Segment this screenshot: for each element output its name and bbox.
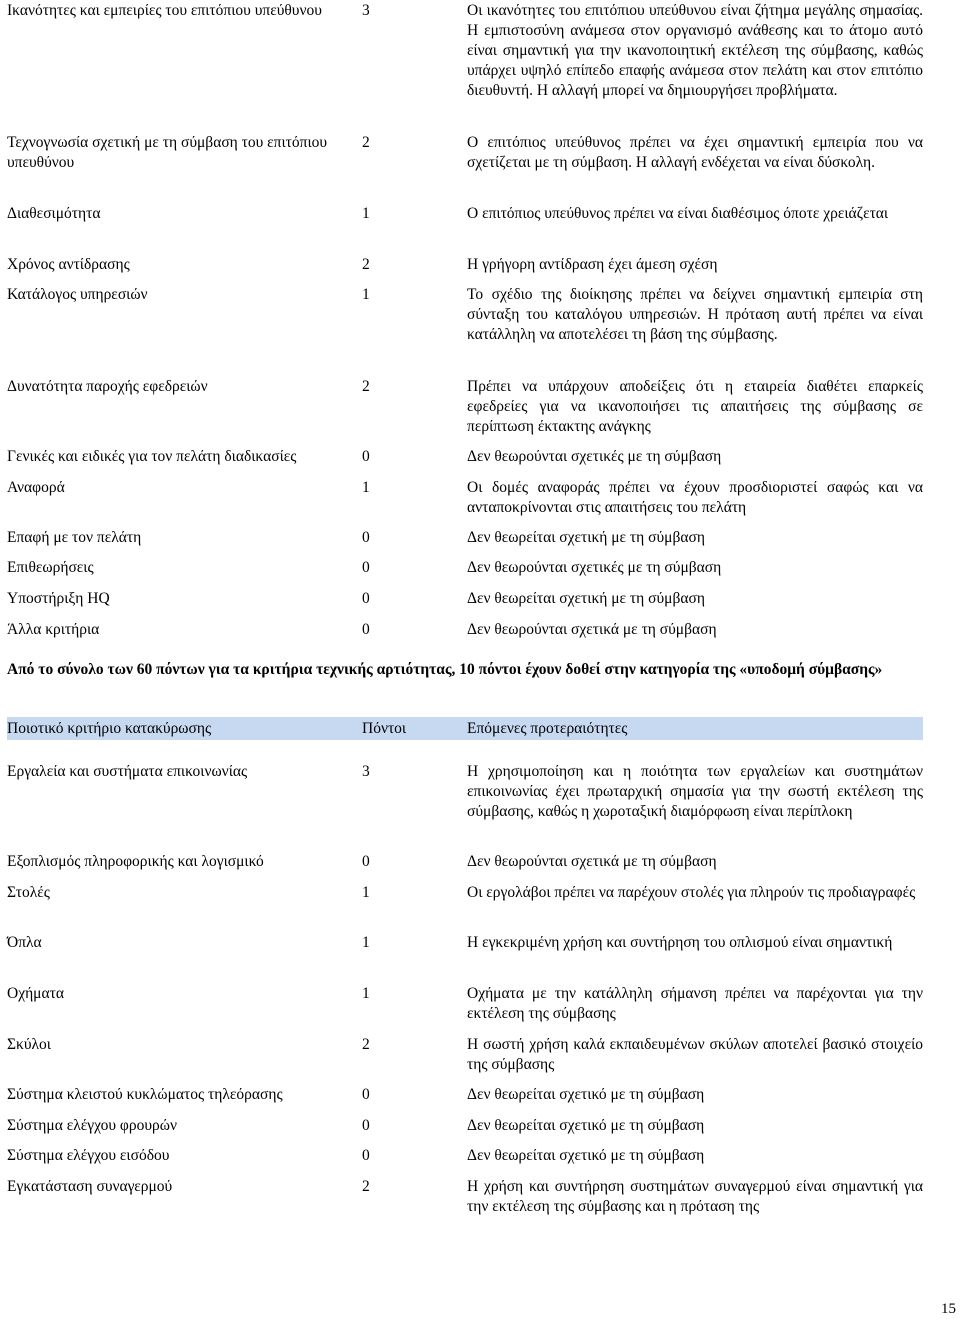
priority-cell: Οχήματα με την κατάλληλη σήμανση πρέπει να παρέχονται για την εκτέλεση της σύμβασης [467,985,923,1022]
points-cell: 0 [362,1086,370,1103]
priority-cell: Δεν θεωρούνται σχετικά με τη σύμβαση [467,621,717,638]
priority-cell: Οι δομές αναφοράς πρέπει να έχουν προσδιοριστεί σαφώς και να ανταποκρίνονται στις απαιτήσεις του πελάτη [467,479,923,516]
points-cell: 0 [362,529,370,546]
points-cell: 0 [362,621,370,638]
priority-cell: Οι ικανότητες του επιτόπιου υπεύθυνου είναι ζήτημα μεγάλης σημασίας. Η εμπιστοσύνη ανάμεσα στον οργανισμό ανάθεσης και το άτομο αυτό είναι σημαντική για την ικανοποιητική εκτέλεση της σύμβασης, καθώς υπάρχει υψηλό επίπεδο επαφής ανάμεσα στον πελάτη και στον επιτόπιο διευθυντή. Η αλλαγή μπορεί να δημιουργήσει προβλήματα. [467,2,923,99]
priority-cell: Ο επιτόπιος υπεύθυνος πρέπει να έχει σημαντική εμπειρία που να σχετίζεται με τη σύμβαση. Η αλλαγή ενδέχεται να είναι δύσκολη. [467,134,923,171]
criterion-cell: Οχήματα [7,985,64,1002]
criterion-cell: Δυνατότητα παροχής εφεδρειών [7,378,208,395]
criterion-cell: Σύστημα ελέγχου εισόδου [7,1147,170,1164]
priority-cell: Οι εργολάβοι πρέπει να παρέχουν στολές για πληρούν τις προδιαγραφές [467,884,916,901]
criterion-cell: Εργαλεία και συστήματα επικοινωνίας [7,763,248,780]
priority-cell: Πρέπει να υπάρχουν αποδείξεις ότι η εταιρεία διαθέτει επαρκείς εφεδρείες για να ικανοποιήσει τις απαιτήσεις της σύμβασης σε περίπτωση έκτακτης ανάγκης [467,378,923,435]
points-cell: 0 [362,448,370,465]
priority-cell: Δεν θεωρούνται σχετικές με τη σύμβαση [467,448,722,465]
points-cell: 2 [362,256,370,273]
criterion-cell: Όπλα [7,934,42,951]
criterion-cell: Σκύλοι [7,1036,51,1053]
points-cell: 1 [362,205,370,222]
points-cell: 0 [362,559,370,576]
criterion-cell: Διαθεσιμότητα [7,205,101,222]
points-cell: 3 [362,2,370,19]
points-cell: 0 [362,1117,370,1134]
criterion-cell: Αναφορά [7,479,65,496]
criterion-cell: Υποστήριξη HQ [7,590,110,607]
priority-cell: Η εγκεκριμένη χρήση και συντήρηση του οπλισμού είναι σημαντική [467,934,893,951]
points-cell: 2 [362,378,370,395]
header-points: Πόντοι [362,720,407,737]
points-cell: 1 [362,934,370,951]
criterion-cell: Κατάλογος υπηρεσιών [7,286,148,303]
points-cell: 0 [362,1147,370,1164]
priority-cell: Δεν θεωρείται σχετικό με τη σύμβαση [467,1117,705,1134]
points-cell: 1 [362,884,370,901]
criterion-cell: Σύστημα κλειστού κυκλώματος τηλεόρασης [7,1086,283,1103]
points-cell: 1 [362,985,370,1002]
priority-cell: Δεν θεωρείται σχετική με τη σύμβαση [467,590,705,607]
priority-cell: Δεν θεωρείται σχετικό με τη σύμβαση [467,1086,705,1103]
points-cell: 1 [362,286,370,303]
header-criterion: Ποιοτικό κριτήριο κατακύρωσης [7,720,212,737]
priority-cell: Η σωστή χρήση καλά εκπαιδευμένων σκύλων αποτελεί βασικό στοιχείο της σύμβασης [467,1036,923,1073]
priority-cell: Ο επιτόπιος υπεύθυνος πρέπει να είναι διαθέσιμος όποτε χρειάζεται [467,205,889,222]
criterion-cell: Χρόνος αντίδρασης [7,256,130,273]
table-header [7,717,923,740]
points-cell: 2 [362,134,370,151]
priority-cell: Δεν θεωρούνται σχετικές με τη σύμβαση [467,559,722,576]
points-cell: 3 [362,763,370,780]
header-priority: Επόμενες προτεραιότητες [467,720,628,737]
priority-cell: Δεν θεωρείται σχετικό με τη σύμβαση [467,1147,705,1164]
points-cell: 2 [362,1036,370,1053]
criterion-cell: Γενικές και ειδικές για τον πελάτη διαδικασίες [7,448,297,465]
priority-cell: Το σχέδιο της διοίκησης πρέπει να δείχνει σημαντική εμπειρία στη σύνταξη του καταλόγου υπηρεσιών. Η πρόταση αυτή πρέπει να είναι κατάλληλη να αποτελέσει τη βάση της σύμβασης. [467,286,923,343]
points-cell: 0 [362,590,370,607]
page-number: 15 [941,1301,956,1317]
priority-cell: Δεν θεωρείται σχετική με τη σύμβαση [467,529,705,546]
summary-note: Από το σύνολο των 60 πόντων για τα κριτήρια τεχνικής αρτιότητας, 10 πόντοι έχουν δοθεί στην κατηγορία της «υποδομή σύμβασης» [7,661,883,678]
points-cell: 2 [362,1178,370,1195]
criterion-cell: Εξοπλισμός πληροφορικής και λογισμικό [7,853,264,870]
criterion-cell: Στολές [7,884,50,901]
priority-cell: Δεν θεωρούνται σχετικά με τη σύμβαση [467,853,717,870]
points-cell: 0 [362,853,370,870]
criterion-cell: Σύστημα ελέγχου φρουρών [7,1117,177,1134]
priority-cell: Η γρήγορη αντίδραση έχει άμεση σχέση [467,256,718,273]
criterion-cell: Ικανότητες και εμπειρίες του επιτόπιου υπεύθυνου [7,2,322,19]
priority-cell: Η χρήση και συντήρηση συστημάτων συναγερμού είναι σημαντική για την εκτέλεση της σύμβασης και η πρόταση της [467,1178,923,1215]
criterion-cell: Επαφή με τον πελάτη [7,529,142,546]
criterion-cell: Άλλα κριτήρια [7,621,100,638]
criterion-cell: Επιθεωρήσεις [7,559,94,576]
criterion-cell: Εγκατάσταση συναγερμού [7,1178,173,1195]
points-cell: 1 [362,479,370,496]
criterion-cell: Τεχνογνωσία σχετική με τη σύμβαση του επιτόπιου υπευθύνου [7,134,328,171]
priority-cell: Η χρησιμοποίηση και η ποιότητα των εργαλείων και συστημάτων επικοινωνίας έχει πρωταρχική σημασία για την σωστή εκτέλεση της σύμβασης, καθώς η χωροταξική διαμόρφωση είναι περίπλοκη [467,763,923,820]
